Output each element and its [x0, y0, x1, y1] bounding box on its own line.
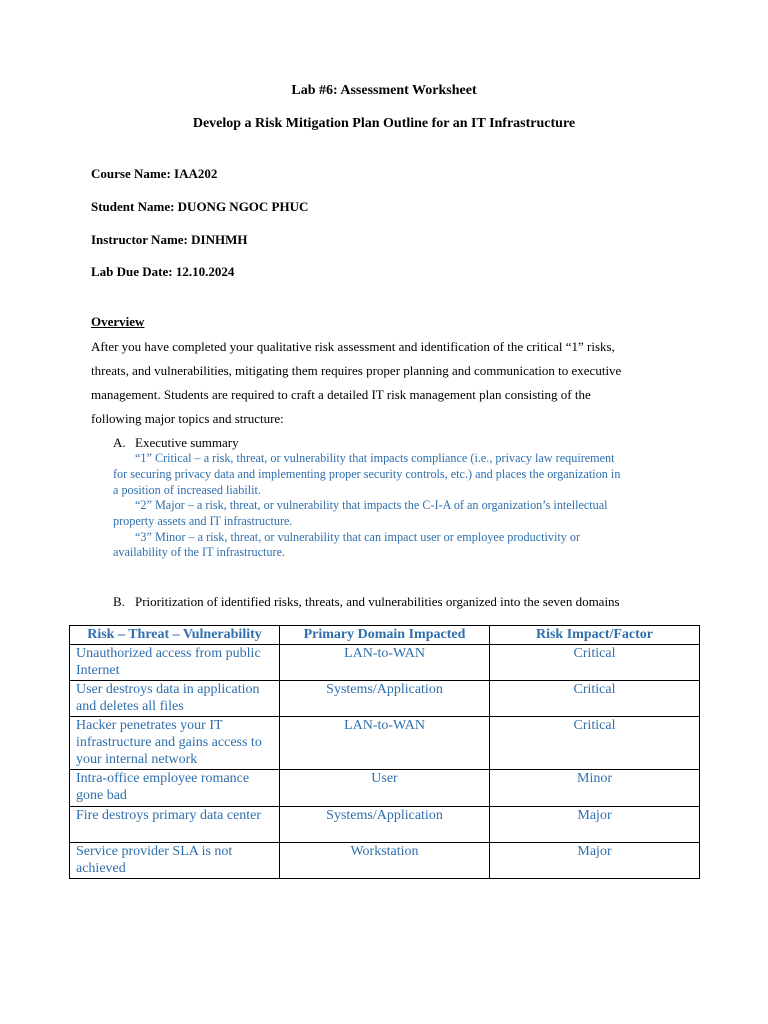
impact-cell: Major — [490, 843, 700, 879]
page-subtitle: Develop a Risk Mitigation Plan Outline for an IT Infrastructure — [192, 116, 576, 131]
severity-line: property assets and IT infrastructure. — [113, 514, 293, 528]
impact-cell: Major — [490, 807, 700, 843]
risk-cell: Unauthorized access from public Internet — [70, 645, 280, 681]
impact-cell: Critical — [490, 681, 700, 717]
impact-cell: Critical — [490, 717, 700, 770]
domain-cell: User — [280, 770, 490, 807]
course-name: Course Name: IAA202 — [91, 166, 218, 181]
risk-table — [69, 625, 700, 879]
list-item-prioritization — [113, 594, 620, 610]
student-name: Student Name: DUONG NGOC PHUC — [91, 199, 309, 214]
risk-cell: Fire destroys primary data center — [70, 807, 280, 843]
impact-cell: Minor — [490, 770, 700, 807]
overview-line: following major topics and structure: — [91, 411, 284, 426]
table-header-row — [70, 626, 700, 645]
risk-cell: User destroys data in application and deletes all files — [70, 681, 280, 717]
table-row — [70, 843, 700, 879]
table-row — [70, 681, 700, 717]
domain-cell: Workstation — [280, 843, 490, 879]
list-item-label: Prioritization of identified risks, threats, and vulnerabilities organized into the seven domains — [135, 594, 620, 609]
table-row — [70, 770, 700, 807]
severity-line: “2” Major – a risk, threat, or vulnerability that impacts the C-I-A of an organization’s intellectual — [135, 498, 608, 512]
severity-line: a position of increased liabilit. — [113, 483, 261, 497]
severity-line: for securing privacy data and implementing proper security controls, etc.) and places the organization in — [113, 467, 621, 481]
column-header: Primary Domain Impacted — [280, 626, 490, 645]
severity-line: availability of the IT infrastructure. — [113, 545, 286, 559]
severity-line: “3” Minor – a risk, threat, or vulnerability that can impact user or employee productivity or — [135, 530, 581, 544]
impact-cell: Critical — [490, 645, 700, 681]
table-row — [70, 645, 700, 681]
overview-heading: Overview — [91, 314, 145, 329]
domain-cell: Systems/Application — [280, 807, 490, 843]
instructor-name: Instructor Name: DINHMH — [91, 232, 248, 247]
lab-due-date: Lab Due Date: 12.10.2024 — [91, 264, 235, 279]
overview-line: management. Students are required to craft a detailed IT risk management plan consisting of the — [91, 387, 591, 402]
domain-cell: Systems/Application — [280, 681, 490, 717]
list-marker: B. — [113, 594, 125, 609]
severity-line: “1” Critical – a risk, threat, or vulnerability that impacts compliance (i.e., privacy law requirement — [135, 451, 615, 465]
risk-cell: Hacker penetrates your IT infrastructure and gains access to your internal network — [70, 717, 280, 770]
table-row — [70, 807, 700, 843]
page-title: Lab #6: Assessment Worksheet — [291, 83, 477, 98]
table-row — [70, 717, 700, 770]
column-header: Risk Impact/Factor — [490, 626, 700, 645]
risk-cell: Service provider SLA is not achieved — [70, 843, 280, 879]
list-item-label: Executive summary — [135, 435, 239, 450]
overview-line: After you have completed your qualitative risk assessment and identification of the critical “1” risks, — [91, 339, 615, 354]
risk-cell: Intra-office employee romance gone bad — [70, 770, 280, 807]
column-header: Risk – Threat – Vulnerability — [70, 626, 280, 645]
domain-cell: LAN-to-WAN — [280, 717, 490, 770]
domain-cell: LAN-to-WAN — [280, 645, 490, 681]
list-item-executive-summary — [113, 435, 239, 451]
overview-line: threats, and vulnerabilities, mitigating them requires proper planning and communication to executive — [91, 363, 622, 378]
list-marker: A. — [113, 435, 126, 450]
